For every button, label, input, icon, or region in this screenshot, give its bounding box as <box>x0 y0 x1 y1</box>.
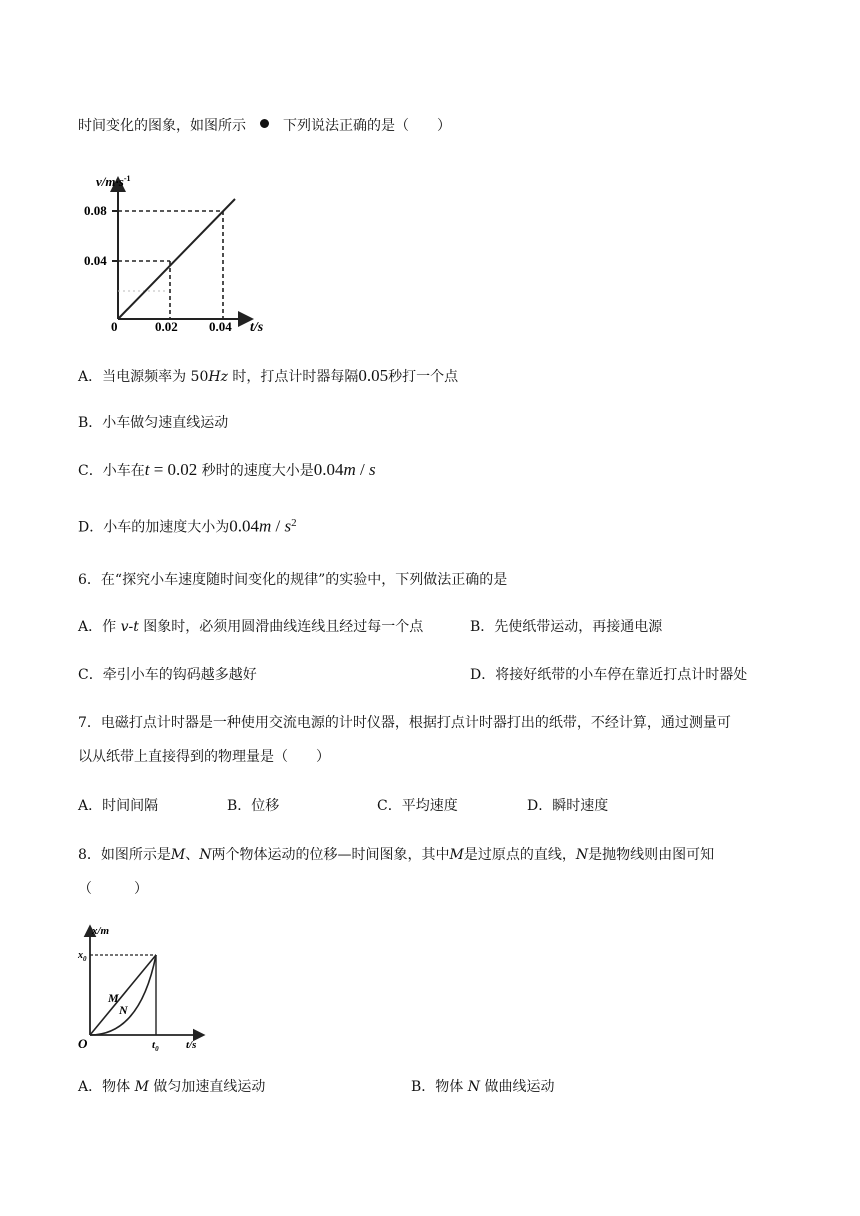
q5-stem <box>78 116 451 136</box>
q8-s4: 是过原点的直线， <box>463 847 576 863</box>
q6-a-pre: A．作 <box>78 619 121 635</box>
q6-a-var: v-t <box>120 619 139 635</box>
q5-option-d <box>78 513 297 538</box>
q6-option-d: D．将接好纸带的小车停在靠近打点计时器处 <box>470 667 748 683</box>
q8-n: N <box>199 847 212 863</box>
q8-a-var: M <box>134 1079 149 1095</box>
q5-vt-graph <box>80 168 280 338</box>
q8-s1: 8．如图所示是 <box>78 847 171 863</box>
q5-d-unit-s: s <box>284 516 292 536</box>
q5-option-b: B．小车做匀速直线运动 <box>78 415 229 431</box>
q8-b-post: 做曲线运动 <box>480 1079 555 1095</box>
q5-stem-part-b: 下列说法正确的是（ ） <box>283 118 451 134</box>
q8-a-post: 做匀加速直线运动 <box>148 1079 266 1095</box>
q8-xt-graph <box>76 922 212 1052</box>
q6-a-post: 图象时，必须用圆滑曲线连线且经过每一个点 <box>138 619 424 635</box>
q5-y-tick-004: 0.04 <box>84 253 107 268</box>
q8-s2: 、 <box>185 847 200 863</box>
q5-option-c <box>78 460 376 481</box>
q7-option-c: C．平均速度 <box>377 798 458 814</box>
q8-m2: M <box>449 847 464 863</box>
q5-d-value: 0.04 <box>229 516 259 536</box>
q5-stem-part-a: 时间变化的图象，如图所示 <box>78 118 246 134</box>
q8-origin-label: O <box>78 1036 88 1051</box>
q5-c-mid: 秒时的速度大小是 <box>197 463 314 479</box>
q8-s3: 两个物体运动的位移—时间图象，其中 <box>211 847 450 863</box>
q5-y-tick-008: 0.08 <box>84 203 107 218</box>
q5-a-suffix: 秒打一个点 <box>388 369 459 385</box>
q5-d-unit-m: m <box>258 516 272 536</box>
q5-y-axis-label: $v/m\cdot s^{-1}$ <box>96 174 131 189</box>
q5-c-prefix: C．小车在 <box>78 463 145 479</box>
q5-a-hz: Hz <box>208 369 228 385</box>
q5-x-axis-label: t/s <box>250 320 264 335</box>
q8-bracket: （ ） <box>78 881 148 897</box>
q5-x-tick-002: 0.02 <box>155 319 178 334</box>
q8-t0-label: $t_0$ <box>152 1039 159 1052</box>
q5-d-slash: / <box>271 516 285 536</box>
q7-stem-line1: 7．电磁打点计时器是一种使用交流电源的计时仪器，根据打点计时器打出的纸带，不经计算，通过测量可 <box>78 715 731 731</box>
q7-option-b: B．位移 <box>227 798 280 814</box>
q8-m-label: M <box>108 991 119 1005</box>
q8-x0-label: $x_0$ <box>78 950 87 963</box>
q8-x-axis-label: t/s <box>186 1039 197 1051</box>
q8-n-label: N <box>119 1003 128 1017</box>
q5-a-prefix: A．当电源频率为 50 <box>78 369 209 385</box>
q5-x-tick-004: 0.04 <box>209 319 232 334</box>
q8-stem <box>78 845 714 865</box>
q8-m: M <box>170 847 186 863</box>
q5-c-value: 0.04 <box>313 460 344 479</box>
q5-velocity-line <box>118 199 235 319</box>
q8-option-b <box>411 1077 554 1097</box>
q8-s5: 是抛物线则由图可知 <box>588 847 715 863</box>
q5-c-unit-m: m <box>343 460 356 479</box>
q5-c-eq: = 0.02 <box>149 460 198 479</box>
q8-b-pre: B．物体 <box>411 1079 468 1095</box>
q5-c-var: t <box>144 460 150 479</box>
bullet-dot-icon <box>260 119 269 128</box>
q5-c-slash: / <box>355 460 370 479</box>
q5-a-value: 0.05 <box>358 366 389 385</box>
q8-option-a <box>78 1077 265 1097</box>
q5-d-prefix: D．小车的加速度大小为 <box>78 519 230 536</box>
q8-y-axis-label: x/m <box>92 925 110 937</box>
q6-stem: 6．在“探究小车速度随时间变化的规律”的实验中，下列做法正确的是 <box>78 572 508 588</box>
q5-origin-label: 0 <box>111 319 118 334</box>
q5-option-a <box>78 366 458 387</box>
q8-a-pre: A．物体 <box>78 1079 135 1095</box>
q7-option-a: A．时间间隔 <box>78 798 159 814</box>
q6-option-c: C．牵引小车的钩码越多越好 <box>78 667 257 683</box>
q7-stem-line2: 以从纸带上直接得到的物理量是（ ） <box>78 749 330 765</box>
q8-n2: N <box>575 847 589 863</box>
q5-c-unit-s: s <box>369 460 376 479</box>
q5-a-mid: 时，打点计时器每隔 <box>227 369 359 385</box>
q5-d-exp: 2 <box>291 517 297 529</box>
q7-option-d: D．瞬时速度 <box>527 798 609 814</box>
q6-option-b: B．先使纸带运动，再接通电源 <box>470 619 663 635</box>
q6-option-a <box>78 617 423 637</box>
q8-b-var: N <box>467 1079 480 1095</box>
